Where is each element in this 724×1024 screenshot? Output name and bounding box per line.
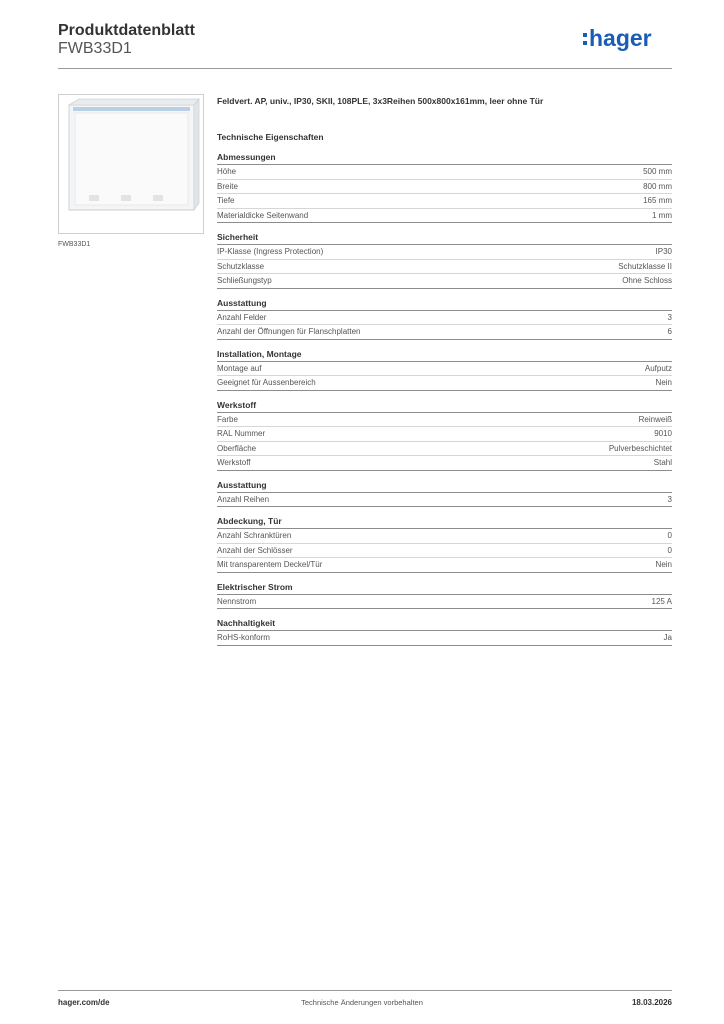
spec-value: Nein — [655, 378, 672, 387]
spec-row — [217, 165, 672, 180]
spec-value: 125 A — [651, 596, 672, 606]
document-header — [58, 20, 672, 70]
product-code: FWB33D1 — [58, 40, 132, 57]
footer-note: Technische Änderungen vorbehalten — [301, 998, 423, 1007]
spec-row — [217, 362, 672, 377]
logo-text: hager — [589, 25, 652, 51]
spec-label: Anzahl Schranktüren — [217, 531, 292, 540]
spec-row — [217, 427, 672, 442]
section-title: Abdeckung, Tür — [217, 515, 672, 529]
spec-section — [217, 348, 672, 391]
spec-value: 0 — [667, 545, 672, 555]
spec-value: Reinweiß — [638, 414, 672, 424]
spec-label: Geeignet für Aussenbereich — [217, 378, 316, 387]
spec-row — [217, 544, 672, 559]
spec-value: 6 — [667, 327, 672, 336]
spec-label: RoHS-konform — [217, 633, 270, 642]
spec-label: IP-Klasse (Ingress Protection) — [217, 247, 324, 256]
spec-value: 500 mm — [643, 167, 672, 176]
header-divider — [58, 68, 672, 69]
spec-label: Werkstoff — [217, 458, 251, 467]
section-title: Nachhaltigkeit — [217, 617, 672, 631]
spec-label: Tiefe — [217, 196, 235, 205]
spec-value: Stahl — [653, 458, 672, 467]
spec-row — [217, 260, 672, 275]
section-title: Ausstattung — [217, 297, 672, 311]
section-title: Ausstattung — [217, 479, 672, 493]
spec-label: Nennstrom — [217, 596, 257, 606]
spec-row — [217, 194, 672, 209]
image-caption: FWB33D1 — [58, 241, 91, 248]
spec-value: IP30 — [655, 247, 672, 256]
spec-row — [217, 180, 672, 195]
spec-row — [217, 631, 672, 646]
spec-row — [217, 529, 672, 544]
spec-value: 1 mm — [652, 210, 672, 220]
spec-label: Anzahl Reihen — [217, 494, 270, 504]
spec-label: Breite — [217, 181, 238, 191]
spec-label: Anzahl Felder — [217, 312, 267, 322]
spec-row — [217, 413, 672, 428]
spec-section — [217, 479, 672, 508]
footer-website: hager.com/de — [58, 998, 110, 1007]
spec-label: Anzahl der Schlösser — [217, 545, 293, 555]
section-title: Sicherheit — [217, 231, 672, 245]
spec-section — [217, 515, 672, 573]
spec-label: Anzahl der Öffnungen für Flanschplatten — [217, 327, 361, 336]
spec-value: 3 — [667, 312, 672, 322]
footer-date: 18.03.2026 — [631, 998, 672, 1007]
spec-value: Nein — [655, 560, 672, 569]
hager-logo — [582, 24, 672, 56]
spec-value: 0 — [667, 531, 672, 540]
document-title: Produktdatenblatt — [58, 22, 195, 39]
section-title: Elektrischer Strom — [217, 581, 672, 595]
spec-row — [217, 376, 672, 391]
footer-divider — [58, 990, 672, 991]
spec-value: 165 mm — [643, 196, 672, 205]
spec-row — [217, 325, 672, 340]
spec-section — [217, 297, 672, 340]
spec-label: Schließungstyp — [217, 276, 272, 285]
spec-label: Schutzklasse — [217, 261, 265, 271]
spec-section — [217, 151, 672, 223]
spec-value: Ja — [663, 633, 672, 642]
spec-label: Farbe — [217, 414, 238, 424]
spec-content — [217, 95, 672, 646]
spec-label: RAL Nummer — [217, 429, 266, 438]
spec-label: Montage auf — [217, 363, 262, 373]
enclosure-illustration — [59, 95, 203, 233]
spec-label: Oberfläche — [217, 443, 257, 453]
section-title: Werkstoff — [217, 399, 672, 413]
spec-value: Aufputz — [644, 363, 672, 373]
spec-value: Pulverbeschichtet — [608, 443, 672, 453]
spec-row — [217, 274, 672, 289]
spec-row — [217, 442, 672, 457]
product-image — [58, 94, 204, 234]
spec-section — [217, 231, 672, 289]
spec-section — [217, 399, 672, 471]
spec-sections — [217, 151, 672, 646]
spec-row — [217, 558, 672, 573]
spec-value: 800 mm — [643, 181, 672, 191]
spec-value: Ohne Schloss — [622, 276, 672, 285]
spec-value: 3 — [667, 494, 672, 504]
spec-value: Schutzklasse II — [618, 261, 672, 271]
spec-row — [217, 245, 672, 260]
spec-label: Mit transparentem Deckel/Tür — [217, 560, 323, 569]
section-title: Abmessungen — [217, 151, 672, 165]
spec-section — [217, 581, 672, 610]
spec-label: Materialdicke Seitenwand — [217, 210, 309, 220]
spec-value: 9010 — [654, 429, 672, 438]
tech-properties-title: Technische Eigenschaften — [217, 132, 324, 142]
product-description: Feldvert. AP, univ., IP30, SKII, 108PLE, 3x3Reihen 500x800x161mm, leer ohne Tür — [217, 96, 544, 106]
spec-row — [217, 456, 672, 471]
spec-label: Höhe — [217, 167, 237, 176]
spec-row — [217, 595, 672, 610]
section-title: Installation, Montage — [217, 348, 672, 362]
spec-row — [217, 209, 672, 224]
spec-row — [217, 311, 672, 326]
spec-section — [217, 617, 672, 646]
spec-row — [217, 493, 672, 508]
